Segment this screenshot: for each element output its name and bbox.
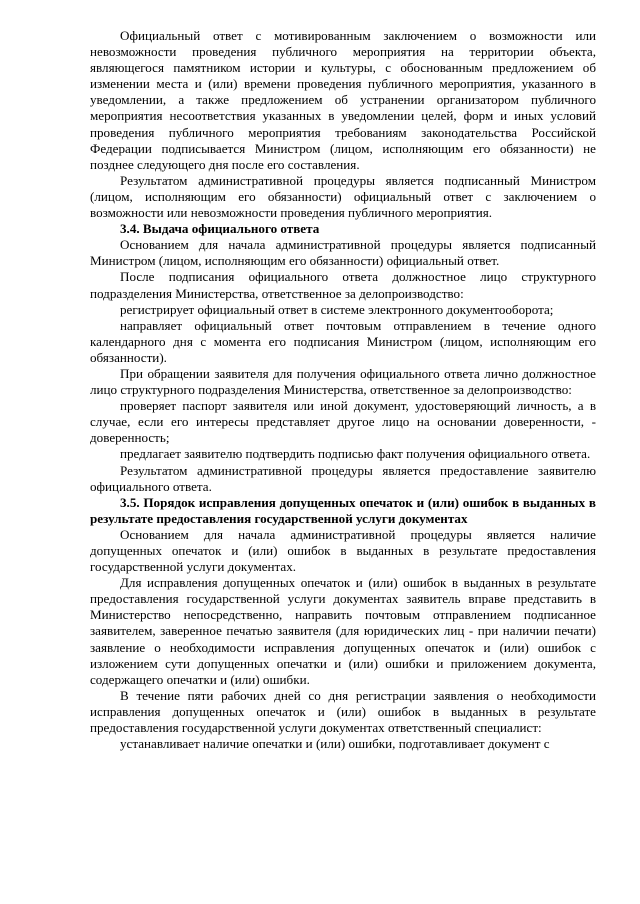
section-heading: 3.5. Порядок исправления допущенных опечаток и (или) ошибок в выданных в результате предоставления государственной услуги документах (90, 494, 596, 526)
paragraph: устанавливает наличие опечатки и (или) ошибки, подготавливает документ с (120, 736, 550, 752)
paragraph: После подписания официального ответа должностное лицо структурного подразделения Министерства, ответственное за делопроизводство: (90, 269, 596, 301)
paragraph: Для исправления допущенных опечаток и (или) ошибок в выданных в результате предоставления государственной услуги документах заявитель вправе представить в Министерство непосредственно, направить почтовым отправлением подписанное заявителем, заверенное печатью заявителя (для юридических лиц - при наличии печати) заявление о необходимости исправления допущенных опечаток и (или) ошибок с изложением сути допущенных опечатки и (или) ошибки и приложением документа, содержащего опечатки и (или) ошибки. (90, 575, 596, 687)
paragraph: Основанием для начала административной процедуры является подписанный Министром (лицом, исполняющим его обязанности) официальный ответ. (90, 237, 596, 269)
paragraph: направляет официальный ответ почтовым отправлением в течение одного календарного дня с момента его подписания Министром (лицом, исполняющим его обязанности). (90, 317, 596, 365)
paragraph: проверяет паспорт заявителя или иной документ, удостоверяющий личность, а в случае, если его интересы представляет другое лицо на основании доверенности, - доверенность; (90, 398, 596, 446)
paragraph: Основанием для начала административной процедуры является наличие допущенных опечаток и (или) ошибок в выданных в результате предоставления государственной услуги документах. (90, 526, 596, 575)
paragraph: Официальный ответ с мотивированным заключением о возможности или невозможности проведения публичного мероприятия на территории объекта, являющегося памятником истории и культуры, с обоснованным предложением об изменении места и (или) времени проведения публичного мероприятия, указанного в уведомлении, а также предложением об устранении организатором публичного мероприятия несоответствия указанных в уведомлении целей, форм и иных условий проведения публичного мероприятия требованиям законодательства Российской Федерации подписывается Министром (лицом, исполняющим его обязанности) не позднее следующего дня после его составления. (90, 28, 596, 172)
paragraph: При обращении заявителя для получения официального ответа лично должностное лицо структурного подразделения Министерства, ответственное за делопроизводство: (90, 365, 596, 398)
section-heading: 3.4. Выдача официального ответа (120, 221, 320, 237)
paragraph: Результатом административной процедуры является подписанный Министром (лицом, исполняющим его обязанности) официальный ответ с заключением о возможности или невозможности проведения публичного мероприятия. (90, 172, 596, 221)
paragraph: регистрирует официальный ответ в системе электронного документооборота; (120, 301, 554, 317)
paragraph: В течение пяти рабочих дней со дня регистрации заявления о необходимости исправления допущенных опечаток и (или) ошибок в выданных в результате предоставления государственной услуги документах ответственный специалист: (90, 687, 596, 736)
paragraph: предлагает заявителю подтвердить подписью факт получения официального ответа. (120, 446, 591, 462)
paragraph: Результатом административной процедуры является предоставление заявителю официального ответа. (90, 462, 596, 494)
